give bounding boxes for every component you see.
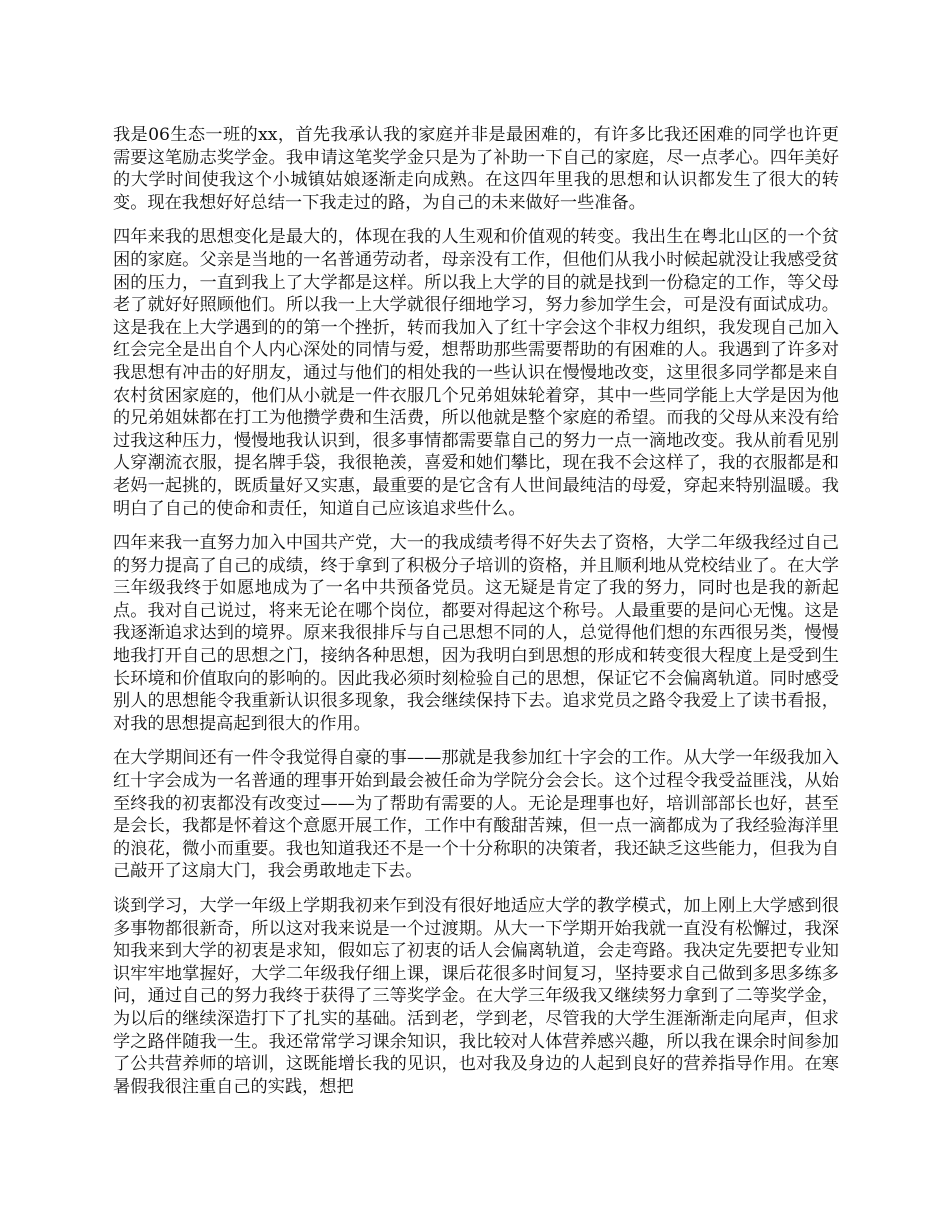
paragraph-5: 谈到学习，大学一年级上学期我初来乍到没有很好地适应大学的教学模式，加上刚上大学感到很多事物都很新奇，所以这对我来说是一个过渡期。从大一下学期开始我就一直没有松懈过，我深知我来到大学的初衷是求知，假如忘了初衷的话人会偏离轨道，会走弯路。我决定先要把专业知识牢牢地掌握好，大学二年级我仔细上课，课后花很多时间复习，坚持要求自己做到多思多练多问，通过自己的努力我终于获得了三等奖学金。在大学三年级我又继续努力拿到了二等奖学金，为以后的继续深造打下了扎实的基础。活到老，学到老，尽管我的大学生涯渐渐走向尾声，但求学之路伴随我一生。我还常常学习课余知识，我比较对人体营养感兴趣，所以我在课余时间参加了公共营养师的培训，这既能增长我的见识，也对我及身边的人起到良好的营养指导作用。在寒暑假我很注重自己的实践，想把 (113, 896, 839, 1097)
paragraph-2: 四年来我的思想变化是最大的，体现在我的人生观和价值观的转变。我出生在粤北山区的一个贫困的家庭。父亲是当地的一名普通劳动者，母亲没有工作，但他们从我小时候起就没让我感受贫困的压力，一直到我上了大学都是这样。所以我上大学的目的就是找到一份稳定的工作，等父母老了就好好照顾他们。所以我一上大学就很仔细地学习，努力参加学生会，可是没有面试成功。这是我在上大学遇到的的第一个挫折，转而我加入了红十字会这个非权力组织，我发现自己加入红会完全是出自个人内心深处的同情与爱，想帮助那些需要帮助的有困难的人。我遇到了许多对我思想有冲击的好朋友，通过与他们的相处我的一些认识在慢慢地改变，这里很多同学都是来自农村贫困家庭的，他们从小就是一件衣服几个兄弟姐妹轮着穿，其中一些同学能上大学是因为他的兄弟姐妹都在打工为他攒学费和生活费，所以他就是整个家庭的希望。而我的父母从来没有给过我这种压力，慢慢地我认识到，很多事情都需要靠自己的努力一点一滴地改变。我从前看见别人穿潮流衣服，提名牌手袋，我很艳羡，喜爱和她们攀比，现在我不会这样了，我的衣服都是和老妈一起挑的，既质量好又实惠，最重要的是它含有人世间最纯洁的母爱，穿起来特别温暖。我明白了自己的使命和责任，知道自己应该追求些什么。 (113, 227, 839, 519)
paragraph-1: 我是06生态一班的xx，首先我承认我的家庭并非是最困难的，有许多比我还困难的同学也许更需要这笔励志奖学金。我申请这笔奖学金只是为了补助一下自己的家庭，尽一点孝心。四年美好的大学时间使我这个小城镇姑娘逐渐走向成熟。在这四年里我的思想和认识都发生了很大的转变。现在我想好好总结一下我走过的路，为自己的未来做好一些准备。 (113, 125, 839, 213)
paragraph-4: 在大学期间还有一件令我觉得自豪的事——那就是我参加红十字会的工作。从大学一年级我加入红十字会成为一名普通的理事开始到最会被任命为学院分会会长。这个过程令我受益匪浅，从始至终我的初衷都没有改变过——为了帮助有需要的人。无论是理事也好，培训部部长也好，甚至是会长，我都是怀着这个意愿开展工作，工作中有酸甜苦辣，但一点一滴都成为了我经验海洋里的浪花，微小而重要。我也知道我还不是一个十分称职的决策者，我还缺乏这些能力，但我为自己敲开了这扇大门，我会勇敢地走下去。 (113, 748, 839, 882)
document-body (113, 124, 839, 1110)
paragraph-3: 四年来我一直努力加入中国共产党，大一的我成绩考得不好失去了资格，大学二年级我经过自己的努力提高了自己的成绩，终于拿到了积极分子培训的资格，并且顺利地从党校结业了。在大学三年级我终于如愿地成为了一名中共预备党员。这无疑是肯定了我的努力，同时也是我的新起点。我对自己说过，将来无论在哪个岗位，都要对得起这个称号。人最重要的是问心无愧。这是我逐渐追求达到的境界。原来我很排斥与自己思想不同的人，总觉得他们想的东西很另类，慢慢地我打开自己的思想之门，接纳各种思想，因为我明白到思想的形成和转变很大程度上是受到生长环境和价值取向的影响的。因此我必须时刻检验自己的思想，保证它不会偏离轨道。同时感受别人的思想能令我重新认识很多现象，我会继续保持下去。追求党员之路令我爱上了读书看报，对我的思想提高起到很大的作用。 (113, 533, 839, 734)
